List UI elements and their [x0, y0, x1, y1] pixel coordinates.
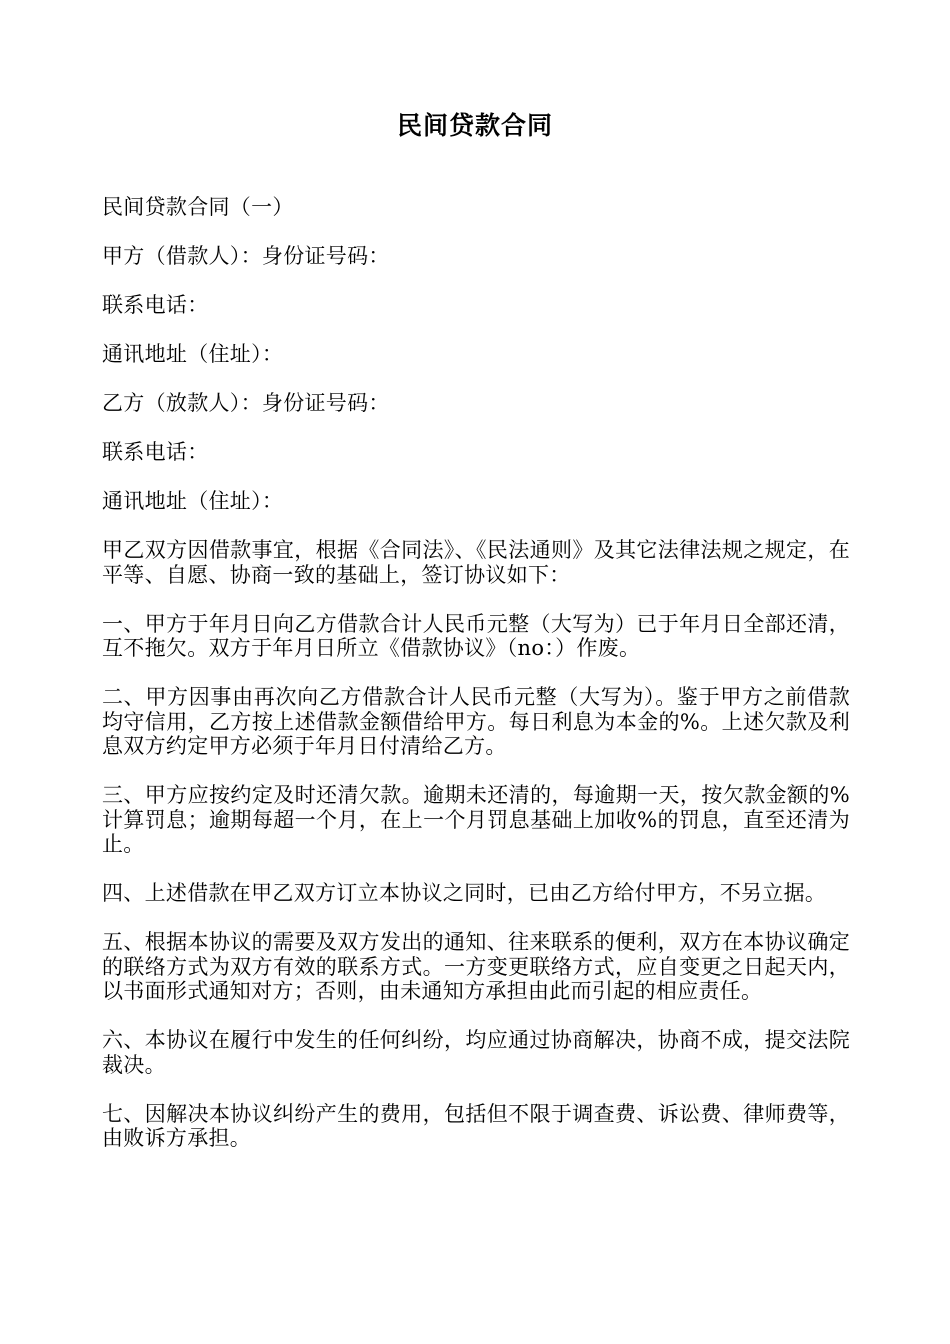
paragraph-preamble: 甲乙双方因借款事宜，根据《合同法》、《民法通则》及其它法律法规之规定，在平等、自愿、协商一致的基础上，签订协议如下： — [102, 538, 850, 587]
document-body — [102, 195, 850, 1175]
paragraph-party-b-id: 乙方（放款人）：身份证号码： — [102, 391, 390, 415]
paragraph-subtitle: 民间贷款合同（一） — [102, 195, 294, 219]
document-title: 民间贷款合同 — [396, 111, 553, 140]
paragraph-clause-3: 三、甲方应按约定及时还清欠款。逾期未还清的，每逾期一天，按欠款金额的%计算罚息；逾期每超一个月，在上一个月罚息基础上加收%的罚息，直至还清为止。 — [102, 783, 850, 856]
paragraph-party-a-id: 甲方（借款人）：身份证号码： — [102, 244, 390, 268]
paragraph-party-a-address: 通讯地址（住址）： — [102, 342, 284, 366]
paragraph-clause-7: 七、因解决本协议纠纷产生的费用，包括但不限于调查费、诉讼费、律师费等，由败诉方承担。 — [102, 1101, 850, 1150]
paragraph-party-a-phone: 联系电话： — [102, 293, 209, 317]
paragraph-party-b-address: 通讯地址（住址）： — [102, 489, 284, 513]
paragraph-clause-4: 四、上述借款在甲乙双方订立本协议之同时，已由乙方给付甲方，不另立据。 — [102, 881, 827, 905]
paragraph-clause-2: 二、甲方因事由再次向乙方借款合计人民币元整（大写为）。鉴于甲方之前借款均守信用，乙方按上述借款金额借给甲方。每日利息为本金的%。上述欠款及利息双方约定甲方必须于年月日付清给乙方。 — [102, 685, 850, 758]
paragraph-clause-1: 一、甲方于年月日向乙方借款合计人民币元整（大写为）已于年月日全部还清，互不拖欠。双方于年月日所立《借款协议》（no：）作废。 — [102, 611, 850, 660]
paragraph-clause-5: 五、根据本协议的需要及双方发出的通知、往来联系的便利，双方在本协议确定的联络方式为双方有效的联系方式。一方变更联络方式，应自变更之日起天内，以书面形式通知对方；否则，由未通知方承担由此而引起的相应责任。 — [102, 930, 850, 1003]
paragraph-party-b-phone: 联系电话： — [102, 440, 209, 464]
paragraph-clause-6: 六、本协议在履行中发生的任何纠纷，均应通过协商解决，协商不成，提交法院裁决。 — [102, 1028, 850, 1077]
